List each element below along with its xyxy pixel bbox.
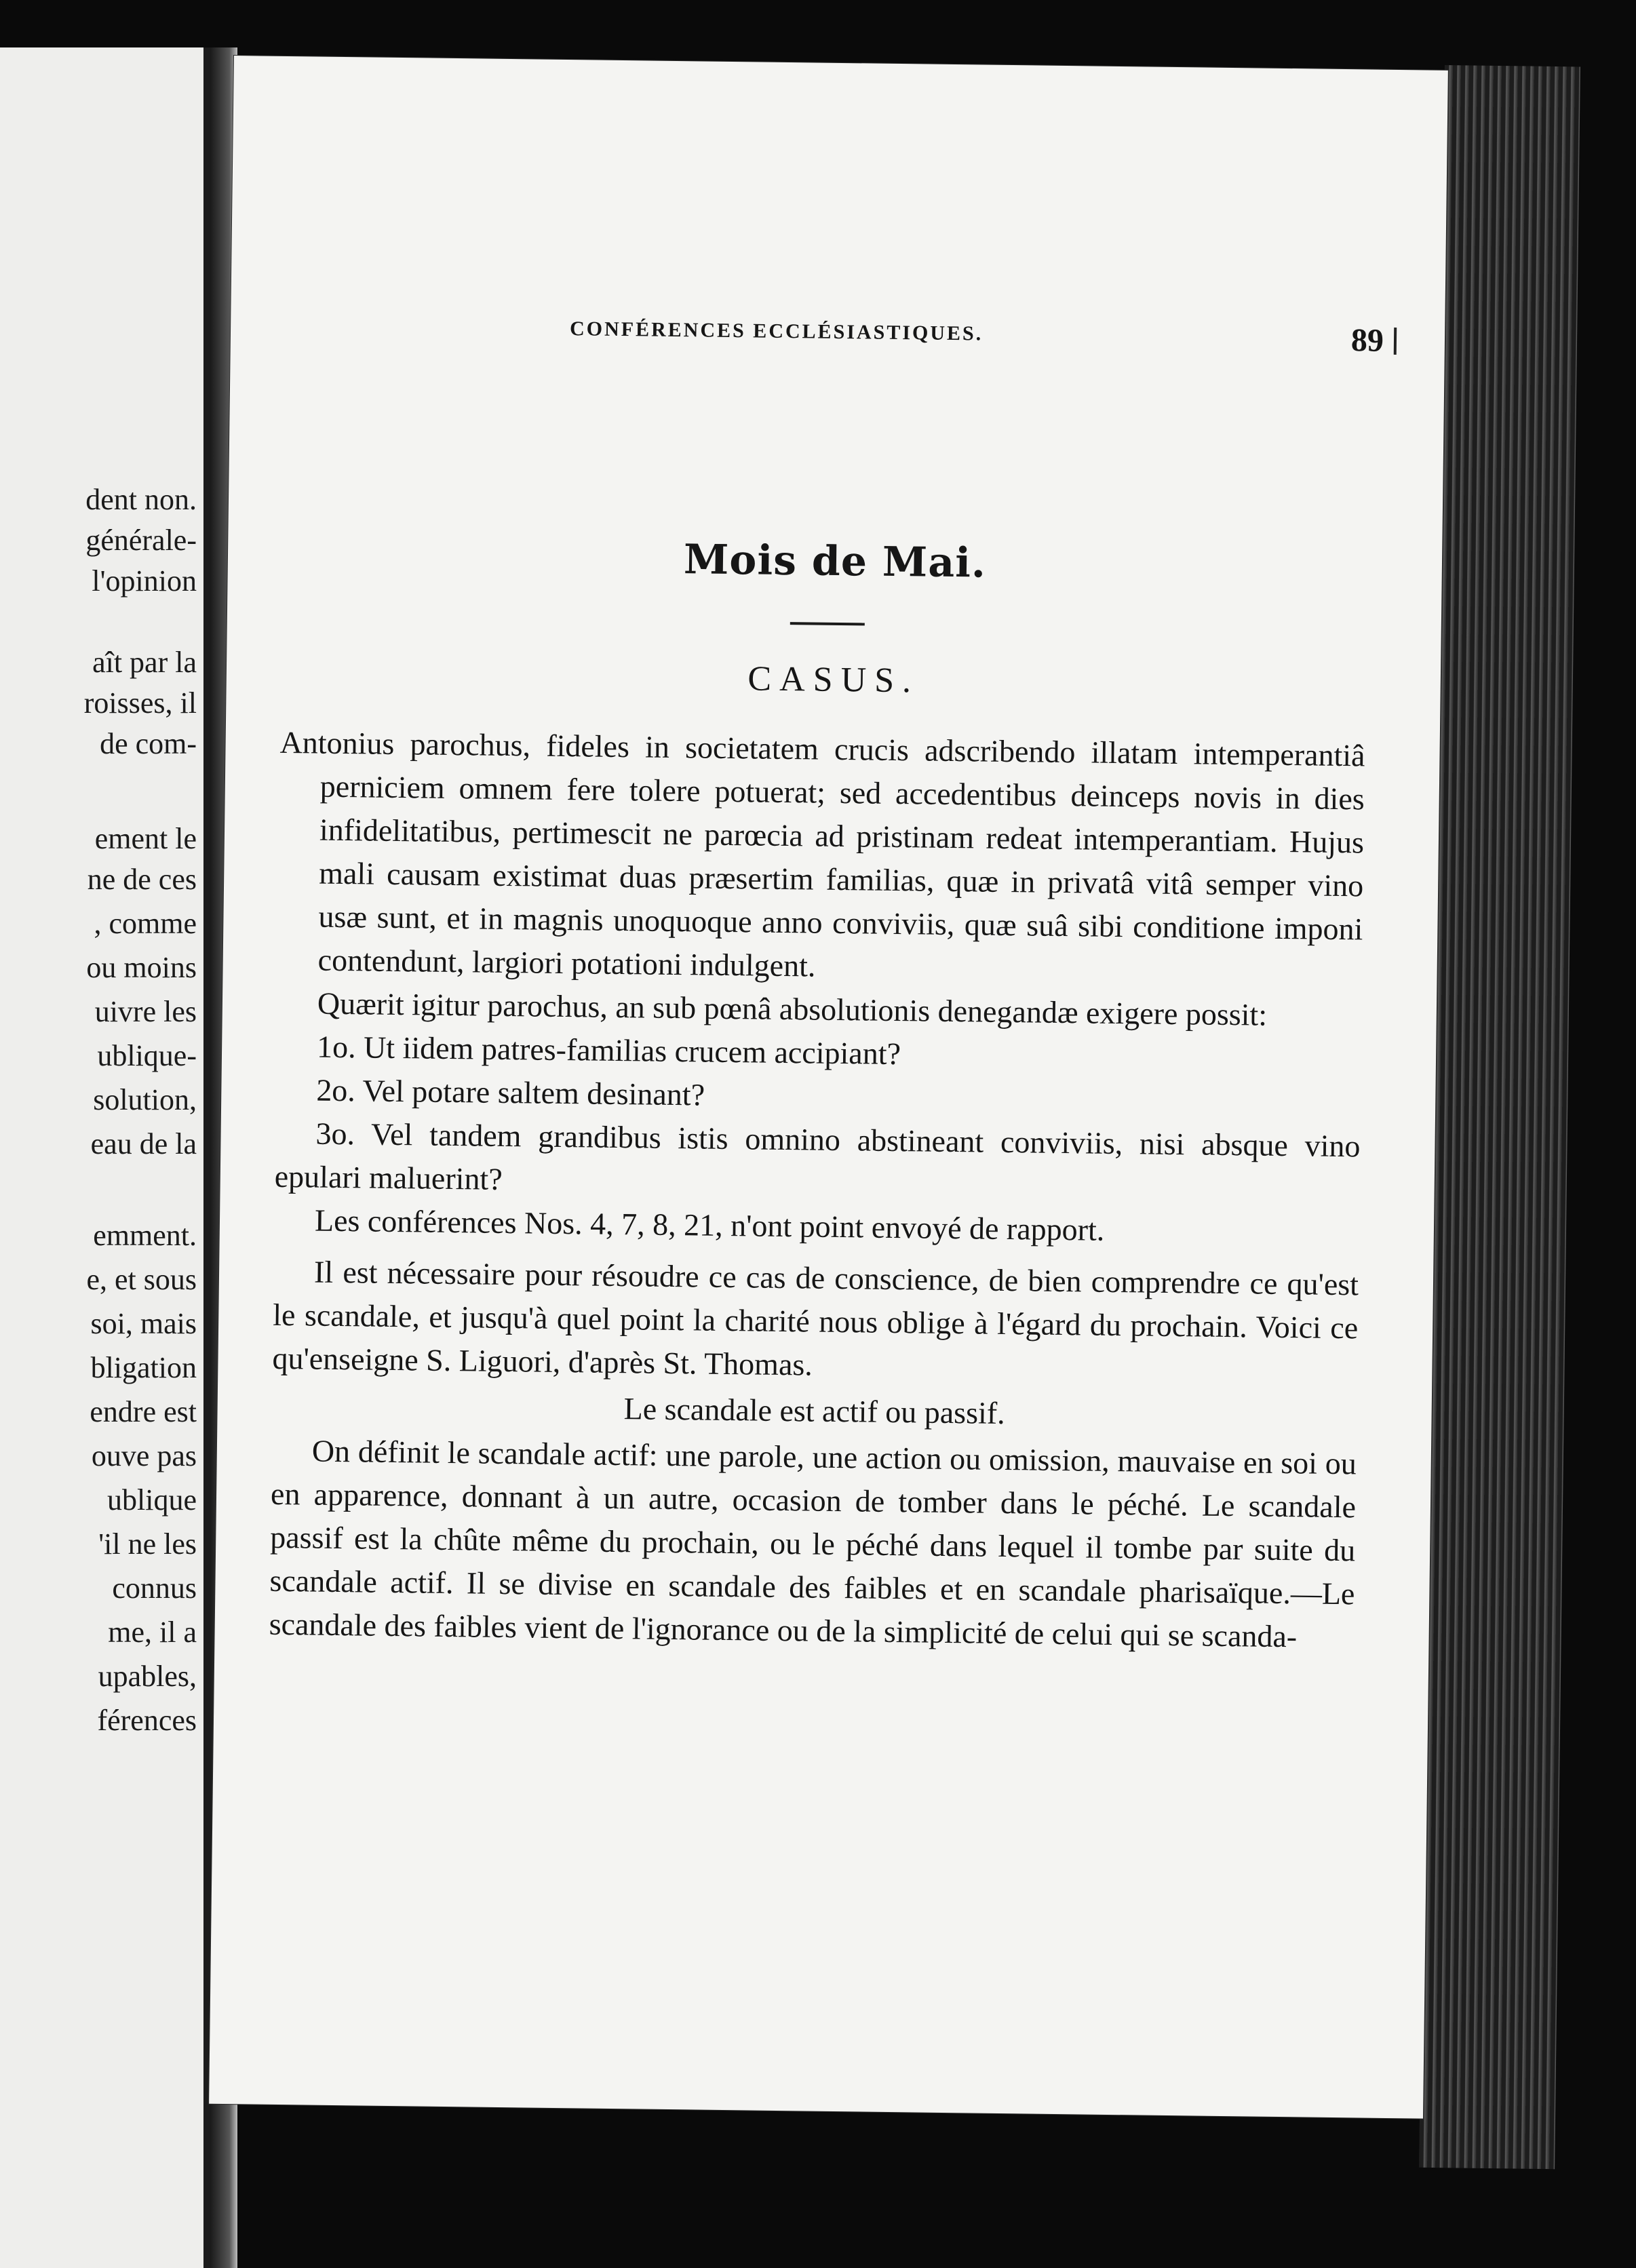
left-page-line: ublique- xyxy=(97,1039,197,1072)
casus-paragraph: Antonius parochus, fideles in societatem crucis adscribendo illatam intemperantiâ perniciem omnem fere tolere potuerat; sed accedentibus deinceps novis in dies infidelitatibus, pertimescit ne parœcia ad pristinam redeat intemperantiam. Hujus mali causam existimat duas præsertim familias, quæ in privatâ vitâ semper vino usæ sunt, et in magnis unoquoque anno conviviis, quæ suâ sibi conditione imponi contendunt, largiori potationi indulgent. xyxy=(279,724,1365,983)
page-number: 89 xyxy=(1350,322,1384,359)
left-page-line: de com- xyxy=(100,727,197,760)
left-page-line: ouve pas xyxy=(91,1439,197,1472)
question-item: 1o. Ut iidem patres-familias crucem accipiant? xyxy=(316,1029,901,1072)
left-page-line: bligation xyxy=(90,1351,197,1384)
left-page-fragment xyxy=(0,47,210,2268)
left-page-line: e, et sous xyxy=(86,1263,197,1296)
subheading: Le scandale est actif ou passif. xyxy=(623,1391,1005,1431)
left-page-line: soi, mais xyxy=(90,1307,197,1340)
left-page-line: aît par la xyxy=(92,646,197,679)
left-page-line: générale- xyxy=(85,524,197,557)
question-item: 2o. Vel potare saltem desinant? xyxy=(316,1072,705,1112)
left-page-line: me, il a xyxy=(108,1616,197,1649)
section-title: Mois de Mai. xyxy=(683,536,987,587)
question-intro: Quærit igitur parochus, an sub pœnâ absolutionis denegandæ exigere possit: xyxy=(317,985,1268,1032)
body-paragraph: Il est nécessaire pour résoudre ce cas de conscience, de bien comprendre ce qu'est le scandale, et jusqu'à quel point la charité nous oblige à l'égard du prochain. Voici ce qu'enseigne S. Liguori, d'après St. Thomas. xyxy=(272,1254,1359,1382)
left-page-line: upables, xyxy=(98,1660,197,1693)
book-page xyxy=(209,56,1448,2119)
page-body xyxy=(269,721,1365,1659)
conferences-note: Les conférences Nos. 4, 7, 8, 21, n'ont point envoyé de rapport. xyxy=(314,1203,1105,1247)
left-page-line: ne de ces xyxy=(87,863,197,896)
left-page-line: 'il ne les xyxy=(98,1527,197,1561)
running-header xyxy=(231,313,1445,359)
body-paragraph: On définit le scandale actif: une parole, une action ou omission, mauvaise en soi ou en apparence, donnant à un autre, occasion de tomber dans le péché. Le scandale passif est la chûte même du prochain, ou le péché dans lequel il tombe par suite du scandale actif. Il se divise en scandale des faibles et en scandale pharisaïque.—Le scandale des faibles vient de l'ignorance ou de la simplicité de celui qui se scanda- xyxy=(269,1433,1357,1654)
left-page-line: l'opinion xyxy=(92,564,197,598)
left-page-line: solution, xyxy=(93,1083,197,1116)
left-page-line: ement le xyxy=(94,822,197,855)
left-page-line: uivre les xyxy=(94,995,197,1028)
left-page-line: ublique xyxy=(107,1483,197,1517)
left-page-line: connus xyxy=(112,1571,197,1605)
title-rule xyxy=(790,622,865,625)
left-page-line: , comme xyxy=(94,907,197,940)
running-title: CONFÉRENCES ECCLÉSIASTIQUES. xyxy=(569,317,983,345)
casus-heading: CASUS. xyxy=(747,659,920,701)
question-item: 3o. Vel tandem grandibus istis omnino abstineant conviviis, nisi absque vino epulari maluerint? xyxy=(274,1116,1361,1196)
left-page-line: eau de la xyxy=(90,1127,197,1160)
left-page-line: roisses, il xyxy=(83,686,197,720)
left-page-line: férences xyxy=(97,1704,197,1737)
left-page-line: endre est xyxy=(90,1395,197,1428)
left-page-line: ou moins xyxy=(86,951,197,984)
left-page-line: dent non. xyxy=(85,483,197,516)
ink-mark xyxy=(1394,328,1397,355)
left-page-line: emment. xyxy=(93,1219,197,1252)
